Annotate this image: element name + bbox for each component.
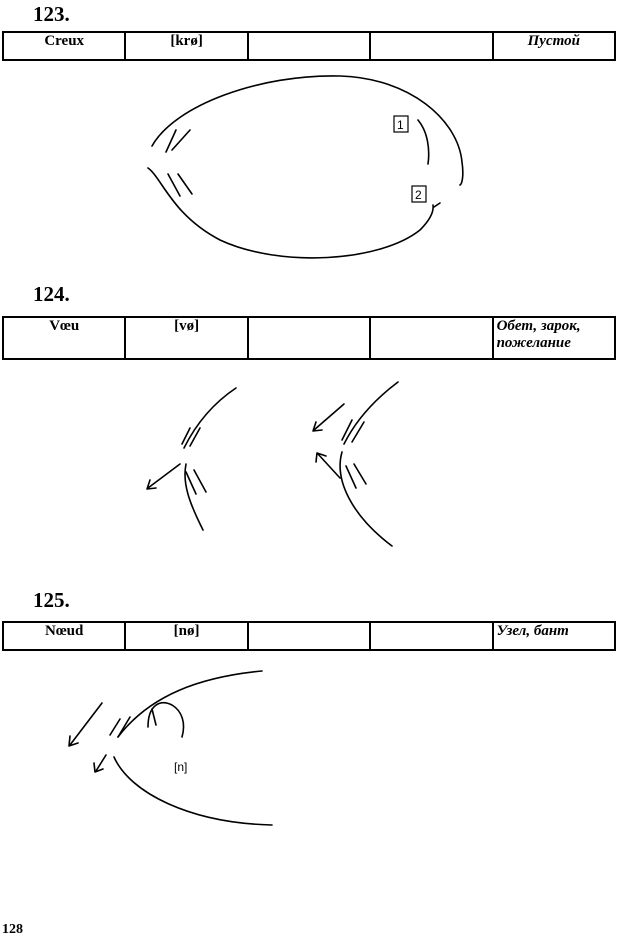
- label-1: 1: [397, 118, 404, 132]
- upper-contour: [344, 382, 398, 444]
- lower-contour: [114, 757, 272, 825]
- upper-contour: [118, 671, 262, 737]
- upper-lip: [166, 130, 190, 152]
- word-table-125: [2, 621, 616, 651]
- word-cell: Creux: [3, 32, 125, 60]
- lower-contour: [340, 452, 392, 546]
- mouth-contour-upper: [152, 76, 463, 185]
- transcription-cell: [nø]: [125, 622, 247, 650]
- exercise-number-124: 124.: [33, 282, 70, 306]
- empty-cell: [248, 32, 370, 60]
- label-box-1: [394, 116, 408, 132]
- exercise-number-123: 123.: [33, 2, 70, 26]
- articulation-diagram-124: [0, 380, 620, 550]
- translation-cell: [493, 317, 615, 359]
- word-cell: Vœu: [3, 317, 125, 359]
- transcription-cell: [vø]: [125, 317, 247, 359]
- empty-cell: [370, 317, 492, 359]
- lower-line-mark: [434, 203, 440, 207]
- upper-lip: [182, 428, 200, 446]
- transcription-cell: [krø]: [125, 32, 247, 60]
- left-lip-diagram: [147, 388, 236, 530]
- translation-line-2: пожелание: [496, 335, 571, 351]
- right-lip-diagram: [313, 382, 398, 546]
- arrow-line-upper: [70, 703, 102, 745]
- page-number: 128: [2, 922, 23, 937]
- articulation-diagram-123: [0, 70, 620, 270]
- mouth-contour-lower: [148, 168, 433, 258]
- upper-lip: [342, 420, 364, 442]
- label-box-2: [412, 186, 426, 202]
- word-cell: Nœud: [3, 622, 125, 650]
- lower-lip: [186, 470, 206, 494]
- tongue-tip: [148, 703, 184, 737]
- lower-lip: [168, 174, 192, 196]
- empty-cell: [248, 622, 370, 650]
- n-label: [n]: [174, 760, 188, 774]
- lower-lip: [346, 464, 366, 488]
- arrow-line-down: [318, 454, 340, 478]
- articulation-diagram-125: [0, 665, 620, 845]
- empty-cell: [370, 32, 492, 60]
- translation-cell: Узел, бант: [493, 622, 615, 650]
- empty-cell: [370, 622, 492, 650]
- word-table-124: [2, 316, 616, 360]
- label-2: 2: [415, 188, 422, 202]
- empty-cell: [248, 317, 370, 359]
- arrow-line: [148, 464, 180, 488]
- arrow-line-up: [314, 404, 344, 430]
- upper-contour: [184, 388, 236, 448]
- arrow-line-lower: [96, 755, 106, 771]
- tongue-back-stroke: [418, 120, 429, 164]
- translation-line-1: Обет, зарок,: [496, 318, 581, 334]
- word-table-123: [2, 31, 616, 61]
- translation-cell: Пустой: [493, 32, 615, 60]
- tongue-mark: [152, 709, 156, 725]
- exercise-number-125: 125.: [33, 588, 70, 612]
